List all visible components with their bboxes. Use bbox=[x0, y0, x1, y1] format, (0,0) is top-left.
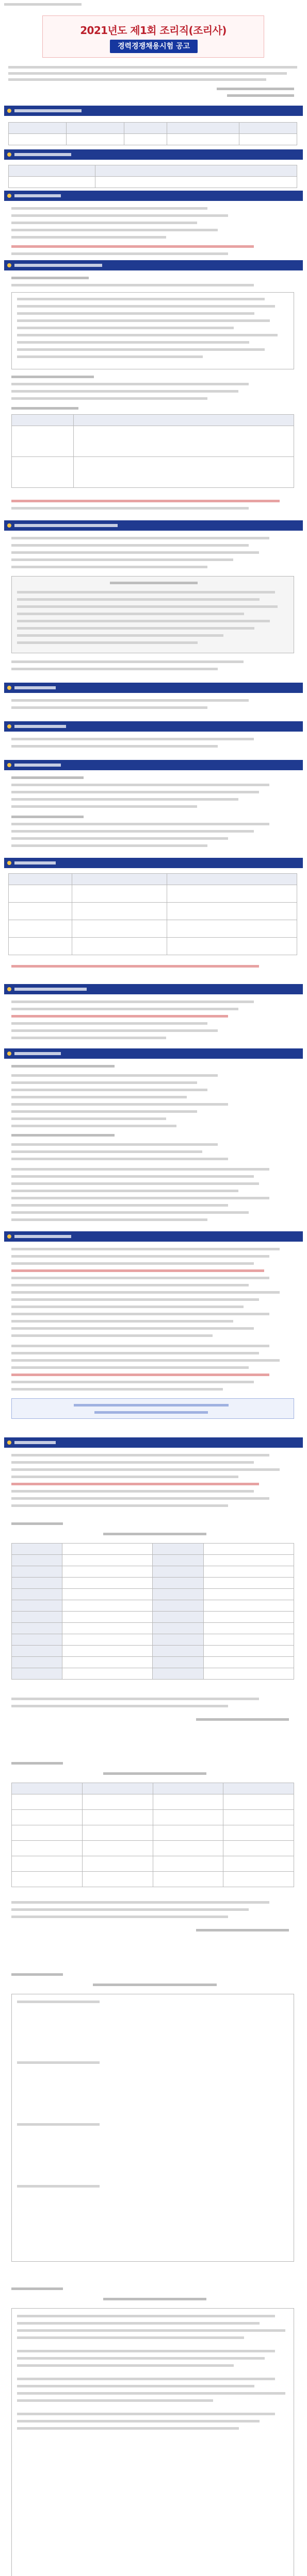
header-meta-text bbox=[4, 3, 82, 6]
announce-date bbox=[217, 88, 294, 90]
intro-text-line bbox=[8, 78, 266, 81]
schedule-table bbox=[8, 873, 297, 955]
intro-text-line bbox=[8, 72, 287, 75]
self-intro-box bbox=[11, 1994, 294, 2262]
form-table bbox=[11, 1543, 294, 1680]
form-table bbox=[11, 1783, 294, 1887]
consent-box bbox=[11, 2308, 294, 2576]
experience-table bbox=[11, 414, 294, 488]
page-subtitle: 경력경쟁채용시험 공고 bbox=[110, 40, 198, 53]
intro-text-line bbox=[8, 66, 297, 69]
announce-organization bbox=[227, 94, 294, 97]
contact-box bbox=[11, 1398, 294, 1419]
qualification-box bbox=[11, 292, 294, 369]
title-banner bbox=[42, 15, 264, 58]
recruit-table bbox=[8, 122, 297, 145]
section-header bbox=[4, 106, 303, 116]
disqualification-box bbox=[11, 576, 294, 653]
page-title: 2021년도 제1회 조리직(조리사) bbox=[80, 24, 227, 37]
duties-table bbox=[8, 165, 297, 188]
